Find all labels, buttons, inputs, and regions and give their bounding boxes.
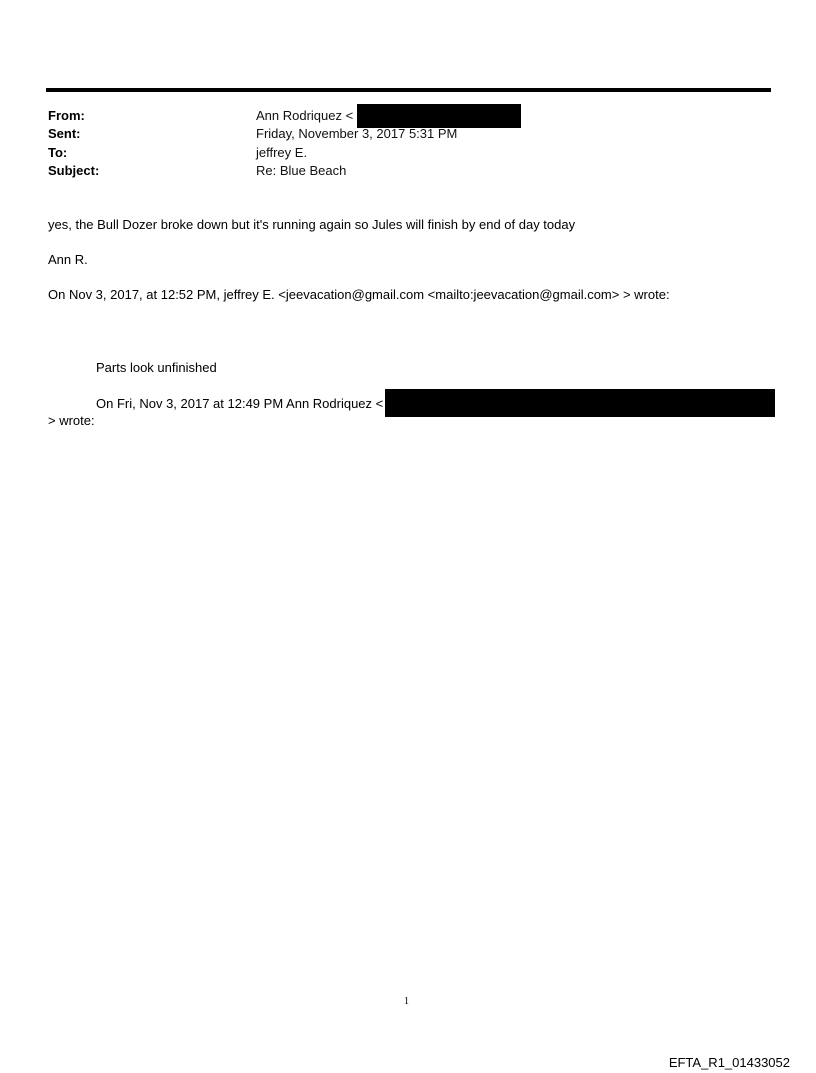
subject-value: Re: Blue Beach	[256, 163, 347, 178]
reply-text: yes, the Bull Dozer broke down but it's running again so Jules will finish by end of day today	[48, 217, 576, 232]
quoted-message: Parts look unfinished	[96, 360, 217, 375]
from-redaction	[357, 104, 521, 128]
nested-redaction	[385, 389, 775, 417]
page-number: 1	[404, 996, 409, 1007]
sent-value: Friday, November 3, 2017 5:31 PM	[256, 126, 458, 141]
nested-quote-tail: > wrote:	[48, 413, 95, 428]
sent-label: Sent:	[48, 126, 81, 141]
to-label: To:	[48, 145, 68, 160]
from-label: From:	[48, 108, 85, 123]
subject-label: Subject:	[48, 163, 100, 178]
signature: Ann R.	[48, 252, 88, 267]
quote-header: On Nov 3, 2017, at 12:52 PM, jeffrey E. <jeevacation@gmail.com <mailto:jeevacation@gmail.com> > wrote:	[48, 287, 670, 302]
document-id: EFTA_R1_01433052	[668, 1055, 790, 1070]
from-value: Ann Rodriquez <	[256, 108, 354, 123]
to-value: jeffrey E.	[256, 145, 308, 160]
header-rule	[46, 88, 771, 92]
nested-quote-header: On Fri, Nov 3, 2017 at 12:49 PM Ann Rodriquez <	[96, 396, 384, 411]
